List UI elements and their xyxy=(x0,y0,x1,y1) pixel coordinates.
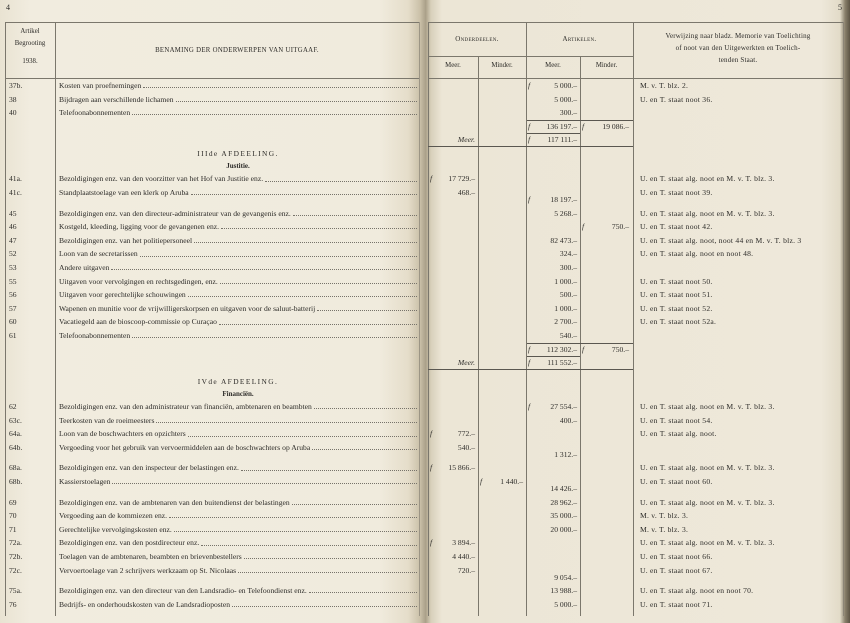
article-number: 41c. xyxy=(9,188,22,198)
description-text: Bezoldigingen enz. van den directeur van den Landsradio- en Telefoondienst enz. xyxy=(59,586,307,596)
budget-row xyxy=(0,261,850,275)
amount-value: 14 426.– xyxy=(550,484,577,494)
dot-leader xyxy=(241,470,417,471)
description-text: Kosten van proefnemingen xyxy=(59,81,142,90)
description-text: Bezoldigingen enz. van den directeur-administrateur van de gevangenis enz. xyxy=(59,208,291,218)
reference-note: U. en T. staat alg. noot en noot 48. xyxy=(640,249,754,259)
item-description xyxy=(59,302,417,316)
description-text: Vacatiegeld aan de bioscoop-commissie op Curaçao xyxy=(59,317,217,327)
reference-note: U. en T. staat alg. noot en M. v. T. blz. 3. xyxy=(640,463,775,473)
budget-row xyxy=(0,93,850,107)
reference-note: U. en T. staat alg. noot en M. v. T. blz. 3. xyxy=(640,402,775,412)
item-description xyxy=(59,247,417,261)
description-text: Standplaatstoelage van een klerk op Aruba xyxy=(59,188,189,198)
artikel-meer-amount xyxy=(527,482,577,496)
reference-note: M. v. T. blz. 2. xyxy=(640,81,689,90)
reference-note: U. en T. staat noot 42. xyxy=(640,222,713,232)
budget-row xyxy=(0,598,850,612)
article-number: 68a. xyxy=(9,463,22,473)
dot-leader xyxy=(112,483,417,484)
reference-note: M. v. T. blz. 3. xyxy=(640,511,689,521)
header-verwijzing-line1: Verwijzing naar bladz. Memorie van Toelichting xyxy=(665,32,811,40)
artikel-minder-amount xyxy=(581,343,629,357)
item-description xyxy=(59,220,417,234)
reference-note: U. en T. staat alg. noot en M. v. T. blz. 3. xyxy=(640,497,775,507)
onderdeel-meer-amount xyxy=(429,186,475,200)
description-text: Vergoeding aan de kommiezen enz. xyxy=(59,511,168,521)
artikel-meer-amount xyxy=(527,598,577,612)
artikel-minder-amount xyxy=(581,220,629,234)
header-onderdeelen-meer: Meer. xyxy=(445,62,461,69)
article-number: 64a. xyxy=(9,429,22,439)
artikel-meer-amount xyxy=(527,207,577,221)
reference-note: U. en T. staat alg. noot en noot 70. xyxy=(640,586,754,596)
budget-row xyxy=(0,523,850,537)
currency-sign: f xyxy=(430,429,433,439)
description-text: Bezoldigingen enz. van het politiepersoneel xyxy=(59,235,193,245)
header-onderdeelen: Onderdeelen. xyxy=(455,35,499,43)
amount-value: 20 000.– xyxy=(550,524,577,534)
budget-row xyxy=(0,220,850,234)
item-description xyxy=(59,400,417,414)
article-number: 71 xyxy=(9,524,17,534)
amount-value: 82 473.– xyxy=(550,235,577,245)
article-number: 56 xyxy=(9,290,17,300)
artikel-meer-amount xyxy=(527,400,577,414)
onderdeel-meer-amount xyxy=(429,564,475,578)
item-description xyxy=(59,234,417,248)
artikel-meer-amount xyxy=(527,106,577,120)
budget-row xyxy=(0,234,850,248)
description-text: Telefoonabonnementen xyxy=(59,108,131,118)
header-rule xyxy=(428,22,843,23)
artikel-meer-amount xyxy=(527,448,577,462)
amount-value: 19 086.– xyxy=(602,121,629,131)
item-description xyxy=(59,106,417,120)
budget-row xyxy=(0,550,850,564)
reference-note: U. en T. staat noot 52a. xyxy=(640,317,717,327)
balance-row xyxy=(0,133,850,147)
budget-row xyxy=(0,302,850,316)
dot-leader xyxy=(143,87,417,88)
budget-row xyxy=(0,427,850,441)
description-text: Andere uitgaven xyxy=(59,262,110,272)
section-title-row xyxy=(0,375,850,388)
amount-value: 1 000.– xyxy=(554,276,577,286)
amount-value: 136 197.– xyxy=(546,121,577,131)
budget-row xyxy=(0,329,850,343)
artikel-meer-amount xyxy=(527,234,577,248)
currency-sign: f xyxy=(528,358,531,368)
currency-sign: f xyxy=(480,477,483,487)
artikel-meer-amount xyxy=(527,523,577,537)
dot-leader xyxy=(238,572,417,573)
amount-value: 117 111.– xyxy=(547,135,577,145)
amount-value: 5 000.– xyxy=(554,81,577,90)
description-text: Bedrijfs- en onderhoudskosten van de Landsradioposten xyxy=(59,599,231,609)
item-description xyxy=(59,261,417,275)
dot-leader xyxy=(232,606,417,607)
budget-row xyxy=(0,106,850,120)
reference-note: U. en T. staat noot 52. xyxy=(640,303,713,313)
amount-value: 15 866.– xyxy=(448,463,475,473)
subtotal-row xyxy=(0,120,850,134)
currency-sign: f xyxy=(582,121,585,131)
artikel-meer-amount xyxy=(527,329,577,343)
reference-note: U. en T. staat noot 50. xyxy=(640,276,713,286)
header-verwijzing-line3: tenden Staat. xyxy=(718,56,758,64)
onderdeel-meer-amount xyxy=(429,441,475,455)
item-description xyxy=(59,598,417,612)
amount-value: 324.– xyxy=(559,249,577,259)
budget-row xyxy=(0,172,850,186)
dot-leader xyxy=(188,296,417,297)
reference-note: M. v. T. blz. 3. xyxy=(640,524,689,534)
section-subtitle-row xyxy=(0,388,850,401)
amount-value: 112 302.– xyxy=(546,344,577,354)
dot-leader xyxy=(169,517,417,518)
reference-note: U. en T. staat alg. noot, noot 44 en M. v. T. blz. 3 xyxy=(640,235,802,245)
amount-value: 300.– xyxy=(559,262,577,272)
dot-leader xyxy=(194,242,417,243)
header-year: 1938. xyxy=(22,58,38,65)
reference-note: U. en T. staat noot 60. xyxy=(640,477,713,487)
item-description xyxy=(59,288,417,302)
dot-leader xyxy=(132,337,417,338)
item-description xyxy=(59,186,417,200)
budget-row xyxy=(0,564,850,585)
article-number: 40 xyxy=(9,108,17,118)
amount-value: 3 894.– xyxy=(452,538,475,548)
item-description xyxy=(59,315,417,329)
budget-row xyxy=(0,509,850,523)
reference-note: U. en T. staat alg. noot en M. v. T. blz. 3. xyxy=(640,538,775,548)
currency-sign: f xyxy=(430,174,433,184)
onderdeel-minder-amount xyxy=(479,475,523,489)
reference-note: U. en T. staat alg. noot en M. v. T. blz. 3. xyxy=(640,208,775,218)
budget-row xyxy=(0,584,850,598)
header-artikelen: Artikelen. xyxy=(562,35,597,43)
article-number: 64b. xyxy=(9,442,23,452)
budget-row xyxy=(0,441,850,462)
article-number: 38 xyxy=(9,94,17,104)
budget-row xyxy=(0,496,850,510)
header-benaming: BENAMING DER ONDERWERPEN VAN UITGAAF. xyxy=(155,47,319,54)
description-text: Toelagen van de ambtenaren, beambten en brievenbestellers xyxy=(59,551,242,561)
balance-label: Meer. xyxy=(457,358,475,368)
afdeeling-subtitle: Financiën. xyxy=(222,389,254,398)
artikel-meer-amount xyxy=(527,93,577,107)
amount-value: 17 729.– xyxy=(448,174,475,184)
artikel-meer-amount xyxy=(527,584,577,598)
item-description xyxy=(59,414,417,428)
item-description xyxy=(59,475,417,489)
header-begrooting: Begrooting xyxy=(14,40,46,47)
artikel-meer-amount xyxy=(527,356,577,370)
budget-row xyxy=(0,536,850,550)
item-description xyxy=(59,461,417,475)
description-text: Uitgaven voor vervolgingen en rechtsgedingen, enz. xyxy=(59,276,218,286)
amount-value: 1 312.– xyxy=(554,449,577,459)
budget-row xyxy=(0,275,850,289)
amount-value: 500.– xyxy=(559,290,577,300)
description-text: Uitgaven voor gerechtelijke schouwingen xyxy=(59,290,186,300)
artikel-meer-amount xyxy=(527,571,577,585)
reference-note: U. en T. staat alg. noot en M. v. T. blz. 3. xyxy=(640,174,775,184)
balance-label: Meer. xyxy=(457,135,475,145)
artikel-meer-amount xyxy=(527,275,577,289)
currency-sign: f xyxy=(528,121,531,131)
article-number: 72a. xyxy=(9,538,22,548)
afdeeling-title: IVde AFDEELING. xyxy=(197,376,279,386)
reference-note: U. en T. staat noot 71. xyxy=(640,599,713,609)
amount-value: 9 054.– xyxy=(554,572,577,582)
header-onderdeelen-minder: Minder. xyxy=(491,62,513,69)
dot-leader xyxy=(132,114,417,115)
amount-value: 750.– xyxy=(611,222,629,232)
reference-note: U. en T. staat noot 36. xyxy=(640,94,713,104)
onderdeel-meer-amount xyxy=(429,461,475,475)
amount-value: 750.– xyxy=(611,344,629,354)
afdeeling-title: IIIde AFDEELING. xyxy=(197,148,279,158)
article-number: 46 xyxy=(9,222,17,232)
currency-sign: f xyxy=(528,81,531,90)
article-number: 41a. xyxy=(9,174,22,184)
header-verwijzing-line2: of noot van den Uitgewerkten en Toelich- xyxy=(675,44,801,52)
dot-leader xyxy=(221,228,417,229)
dot-leader xyxy=(292,504,417,505)
onderdeel-meer-amount xyxy=(429,427,475,441)
amount-value: 35 000.– xyxy=(550,511,577,521)
article-number: 72c. xyxy=(9,565,22,575)
currency-sign: f xyxy=(528,402,531,412)
description-text: Kostgeld, kleeding, ligging voor de gevangenen enz. xyxy=(59,222,220,232)
budget-row xyxy=(0,288,850,302)
item-description xyxy=(59,427,417,441)
amount-value: 468.– xyxy=(457,188,475,198)
dot-leader xyxy=(312,449,417,450)
amount-value: 5 000.– xyxy=(554,599,577,609)
amount-value: 5 000.– xyxy=(554,94,577,104)
dot-leader xyxy=(191,194,417,195)
currency-sign: f xyxy=(528,195,531,205)
artikel-meer-amount xyxy=(527,288,577,302)
currency-sign: f xyxy=(528,344,531,354)
article-number: 60 xyxy=(9,317,17,327)
header-artikel: Artikel xyxy=(20,28,40,35)
onderdeel-meer-amount xyxy=(429,550,475,564)
description-text: Vergoeding voor het gebruik van vervoermiddelen aan de boschwachters op Aruba xyxy=(59,442,311,452)
reference-note: U. en T. staat noot 66. xyxy=(640,551,713,561)
dot-leader xyxy=(111,269,417,270)
description-text: Bezoldigingen enz. van den postdirecteur enz. xyxy=(59,538,200,548)
budget-row xyxy=(0,315,850,329)
dot-leader xyxy=(220,283,417,284)
dot-leader xyxy=(176,101,418,102)
reference-note: U. en T. staat noot 54. xyxy=(640,415,713,425)
description-text: Bijdragen aan verschillende lichamen xyxy=(59,94,174,104)
subtotal-row xyxy=(0,343,850,357)
budget-row xyxy=(0,79,850,93)
artikel-minder-amount xyxy=(581,120,629,134)
dot-leader xyxy=(156,422,417,423)
item-description xyxy=(59,496,417,510)
artikel-meer-amount xyxy=(527,315,577,329)
amount-value: 111 552.– xyxy=(547,358,577,368)
budget-row xyxy=(0,247,850,261)
description-text: Kassierstoelagen xyxy=(59,477,111,487)
article-number: 45 xyxy=(9,208,17,218)
artikel-meer-amount xyxy=(527,193,577,207)
amount-value: 540.– xyxy=(559,330,577,340)
onderdeel-meer-amount xyxy=(429,536,475,550)
amount-value: 772.– xyxy=(457,429,475,439)
page-number-right: 5 xyxy=(838,3,842,12)
item-description xyxy=(59,564,417,578)
amount-value: 540.– xyxy=(457,442,475,452)
article-number: 70 xyxy=(9,511,17,521)
amount-value: 720.– xyxy=(457,565,475,575)
dot-leader xyxy=(140,256,417,257)
article-number: 69 xyxy=(9,497,17,507)
article-number: 47 xyxy=(9,235,17,245)
amount-value: 27 554.– xyxy=(550,402,577,412)
currency-sign: f xyxy=(582,344,585,354)
budget-row xyxy=(0,207,850,221)
article-number: 37b. xyxy=(9,81,23,90)
dot-leader xyxy=(244,558,417,559)
article-number: 76 xyxy=(9,599,17,609)
onderdeel-meer-amount xyxy=(429,172,475,186)
article-number: 63c. xyxy=(9,415,22,425)
dot-leader xyxy=(201,545,417,546)
budget-row xyxy=(0,414,850,428)
description-text: Bezoldigingen enz. van den inspecteur der belastingen enz. xyxy=(59,463,239,473)
item-description xyxy=(59,550,417,564)
article-number: 53 xyxy=(9,262,17,272)
article-number: 61 xyxy=(9,330,17,340)
dot-leader xyxy=(309,592,417,593)
item-description xyxy=(59,329,417,343)
ledger-body xyxy=(0,79,850,611)
artikel-meer-amount xyxy=(527,261,577,275)
currency-sign: f xyxy=(430,463,433,473)
article-number: 62 xyxy=(9,402,17,412)
header-artikelen-minder: Minder. xyxy=(595,62,618,69)
description-text: Bezoldigingen enz. van den voorzitter van het Hof van Justitie enz. xyxy=(59,174,264,184)
header-rule xyxy=(5,22,419,23)
amount-value: 300.– xyxy=(559,108,577,118)
header-rule xyxy=(428,56,633,57)
article-number: 57 xyxy=(9,303,17,313)
afdeeling-subtitle: Justitie. xyxy=(226,161,250,170)
description-text: Loon van de boschwachters en opzichters xyxy=(59,429,186,439)
dot-leader xyxy=(317,310,417,311)
artikel-meer-amount xyxy=(527,133,577,147)
item-description xyxy=(59,584,417,598)
description-text: Bezoldigingen enz. van de ambtenaren van den buitendienst der belastingen xyxy=(59,497,290,507)
budget-row xyxy=(0,461,850,475)
dot-leader xyxy=(174,531,417,532)
reference-note: U. en T. staat alg. noot. xyxy=(640,429,717,439)
dot-leader xyxy=(188,436,417,437)
description-text: Teerkosten van de roeimeesters xyxy=(59,415,155,425)
currency-sign: f xyxy=(582,222,585,232)
item-description xyxy=(59,509,417,523)
item-description xyxy=(59,536,417,550)
item-description xyxy=(59,79,417,93)
amount-value: 2 700.– xyxy=(554,317,577,327)
artikel-meer-amount xyxy=(527,343,577,357)
amount-value: 13 988.– xyxy=(550,586,577,596)
budget-row xyxy=(0,475,850,496)
item-description xyxy=(59,441,417,455)
artikel-meer-amount xyxy=(527,120,577,134)
dot-leader xyxy=(219,324,417,325)
budget-row xyxy=(0,186,850,207)
description-text: Telefoonabonnementen xyxy=(59,330,131,340)
amount-value: 28 962.– xyxy=(550,497,577,507)
description-text: Wapenen en munitie voor de vrijwilligerskorpsen en uitgaven voor de saluut-batterij xyxy=(59,303,316,313)
budget-row xyxy=(0,400,850,414)
amount-value: 1 440.– xyxy=(500,477,523,487)
section-title-row xyxy=(0,147,850,160)
reference-note: U. en T. staat noot 67. xyxy=(640,565,713,575)
amount-value: 5 268.– xyxy=(554,208,577,218)
item-description xyxy=(59,172,417,186)
item-description xyxy=(59,275,417,289)
article-number: 72b. xyxy=(9,551,23,561)
artikel-meer-amount xyxy=(527,509,577,523)
balance-row xyxy=(0,356,850,370)
description-text: Gerechtelijke vervolgingskosten enz. xyxy=(59,524,172,534)
description-text: Loon van de secretarissen xyxy=(59,249,138,259)
currency-sign: f xyxy=(528,135,531,145)
amount-value: 18 197.– xyxy=(550,195,577,205)
dot-leader xyxy=(314,408,417,409)
reference-note: U. en T. staat noot 39. xyxy=(640,188,713,198)
artikel-meer-amount xyxy=(527,414,577,428)
dot-leader xyxy=(293,215,417,216)
artikel-meer-amount xyxy=(527,302,577,316)
article-number: 75a. xyxy=(9,586,22,596)
item-description xyxy=(59,93,417,107)
header-artikelen-meer: Meer. xyxy=(545,62,561,69)
amount-value: 4 440.– xyxy=(452,551,475,561)
amount-value: 400.– xyxy=(559,415,577,425)
item-description xyxy=(59,523,417,537)
article-number: 55 xyxy=(9,276,17,286)
amount-value: 1 000.– xyxy=(554,303,577,313)
artikel-meer-amount xyxy=(527,247,577,261)
description-text: Vervoertoelage van 2 schrijvers werkzaam op St. Nicolaas xyxy=(59,565,237,575)
article-number: 68b. xyxy=(9,477,23,487)
description-text: Bezoldigingen enz. van den administrateur van financiën, ambtenaren en beambten xyxy=(59,402,312,412)
section-subtitle-row xyxy=(0,160,850,173)
artikel-meer-amount xyxy=(527,79,577,93)
dot-leader xyxy=(265,181,417,182)
item-description xyxy=(59,207,417,221)
currency-sign: f xyxy=(430,538,433,548)
reference-note: U. en T. staat noot 51. xyxy=(640,290,713,300)
artikel-meer-amount xyxy=(527,496,577,510)
page-number-left: 4 xyxy=(6,3,10,12)
article-number: 52 xyxy=(9,249,17,259)
